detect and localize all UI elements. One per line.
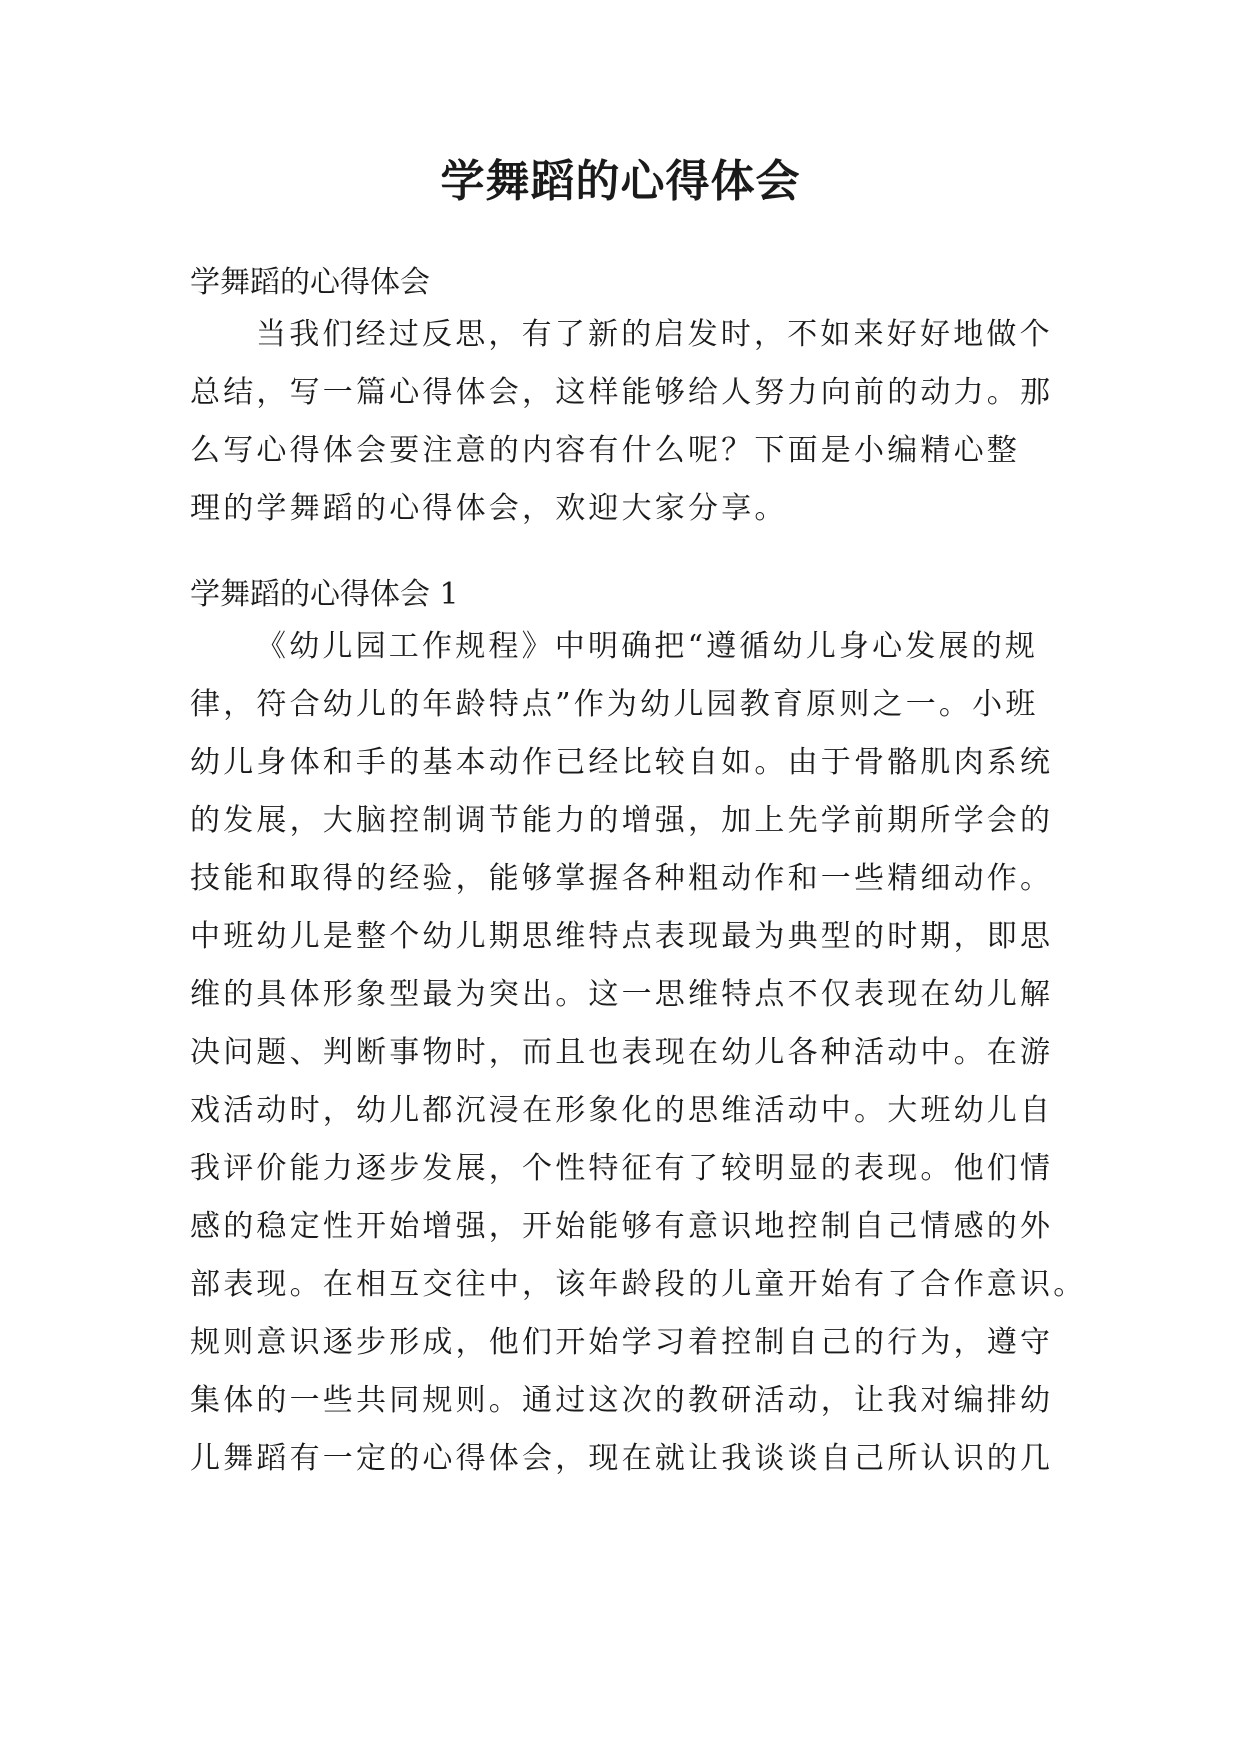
paragraph-line: 理的学舞蹈的心得体会，欢迎大家分享。 (190, 491, 788, 526)
paragraph-line: 戏活动时，幼儿都沉浸在形象化的思维活动中。大班幼儿自 (190, 1093, 1054, 1128)
paragraph-line: 的发展，大脑控制调节能力的增强，加上先学前期所学会的 (190, 803, 1054, 838)
paragraph-line: 中班幼儿是整个幼儿期思维特点表现最为典型的时期，即思 (190, 919, 1054, 954)
paragraph-line: 感的稳定性开始增强，开始能够有意识地控制自己情感的外 (190, 1209, 1054, 1244)
paragraph-line: 幼儿身体和手的基本动作已经比较自如。由于骨骼肌肉系统 (190, 745, 1054, 780)
paragraph-line: 么写心得体会要注意的内容有什么呢？下面是小编精心整 (190, 433, 1020, 468)
paragraph-line: 决问题、判断事物时，而且也表现在幼儿各种活动中。在游 (190, 1035, 1054, 1070)
paragraph-line: 集体的一些共同规则。通过这次的教研活动，让我对编排幼 (190, 1383, 1054, 1418)
paragraph-line: 律，符合幼儿的年龄特点”作为幼儿园教育原则之一。小班 (190, 687, 1039, 722)
paragraph-line: 维的具体形象型最为突出。这一思维特点不仅表现在幼儿解 (190, 977, 1054, 1012)
section-paragraph (190, 618, 1087, 1488)
paragraph-line: 部表现。在相互交往中，该年龄段的儿童开始有了合作意识。 (190, 1267, 1087, 1302)
paragraph-line: 我评价能力逐步发展，个性特征有了较明显的表现。他们情 (190, 1151, 1054, 1186)
paragraph-line: 规则意识逐步形成，他们开始学习着控制自己的行为，遵守 (190, 1325, 1054, 1360)
paragraph-line: 技能和取得的经验，能够掌握各种粗动作和一些精细动作。 (190, 861, 1054, 896)
paragraph-line: 儿舞蹈有一定的心得体会，现在就让我谈谈自己所认识的几 (190, 1441, 1054, 1476)
paragraph-line: 《幼儿园工作规程》中明确把“遵循幼儿身心发展的规 (256, 629, 1039, 664)
section-heading: 学舞蹈的心得体会 1 (190, 577, 459, 612)
intro-heading: 学舞蹈的心得体会 (190, 265, 430, 300)
paragraph-line: 总结，写一篇心得体会，这样能够给人努力向前的动力。那 (190, 375, 1054, 410)
document-title: 学舞蹈的心得体会 (440, 156, 801, 207)
paragraph-line: 当我们经过反思，有了新的启发时，不如来好好地做个 (256, 317, 1053, 352)
intro-paragraph (190, 306, 1070, 538)
